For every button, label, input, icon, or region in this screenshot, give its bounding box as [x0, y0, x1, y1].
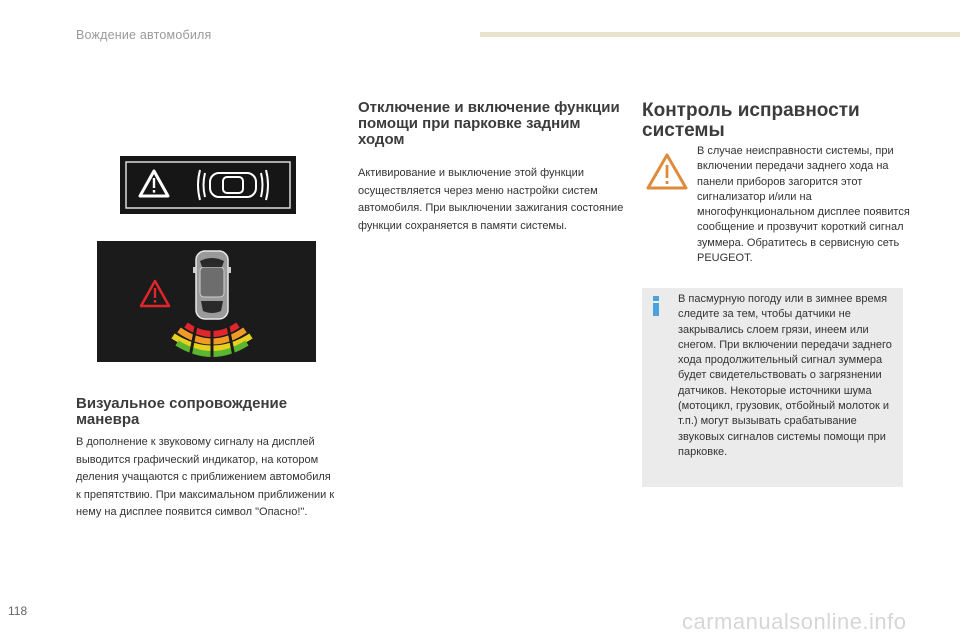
parking-sensor-car-icon	[198, 170, 268, 200]
chapter-title: Вождение автомобиля	[76, 28, 212, 42]
warning-triangle-icon	[140, 171, 168, 196]
info-note-box	[642, 288, 903, 487]
section-body-onoff: Активирование и выключение этой функции осуществляется через меню настройки систем автомобиля. При выключении зажигания состояние функции сохраняется в памяти системы.	[358, 167, 624, 232]
parking-display-panel	[97, 241, 316, 362]
warning-triangle-icon	[645, 152, 689, 192]
header-bar	[480, 32, 960, 37]
car-top-view-icon	[193, 251, 231, 319]
info-note-text: В пасмурную погоду или в зимнее время следите за тем, чтобы датчики не закрывались слоем грязи, инеем или снегом. При включении передачи заднего хода продолжительный сигнал зуммера будет свидетельствовать о загрязнении датчиков. Некоторые источники шума (мотоцикл, грузовик, отбойный молоток и т.п.) могут вызывать срабатывание звуковых сигналов системы помощи при парковке.	[678, 293, 892, 458]
section-title-check: Контроль исправности системы	[642, 100, 860, 141]
info-icon	[650, 296, 662, 316]
section-title-visual: Визуальное сопровождение маневра	[76, 395, 288, 428]
section-title-onoff: Отключение и включение функции помощи при парковке задним ходом	[358, 99, 620, 148]
watermark: carmanualsonline.info	[682, 609, 907, 634]
dashboard-indicator-panel	[120, 156, 296, 214]
danger-warning-icon	[141, 281, 169, 306]
section-body-visual: В дополнение к звуковому сигналу на дисплей выводится графический индикатор, на котором деления учащаются с приближением автомобиля к препятствию. При максимальном приближении к нему на дисплее появится символ "Опасно!".	[76, 436, 335, 519]
indicator-frame	[126, 162, 290, 208]
page-number: 118	[8, 604, 28, 618]
warning-text: В случае неисправности системы, при включении передачи заднего хода на панели приборов загорится этот сигнализатор и/или на многофункциональном дисплее появится сообщение и прозвучит короткий сигнал зуммера. Обратитесь в сервисную сеть PEUGEOT.	[697, 145, 910, 265]
